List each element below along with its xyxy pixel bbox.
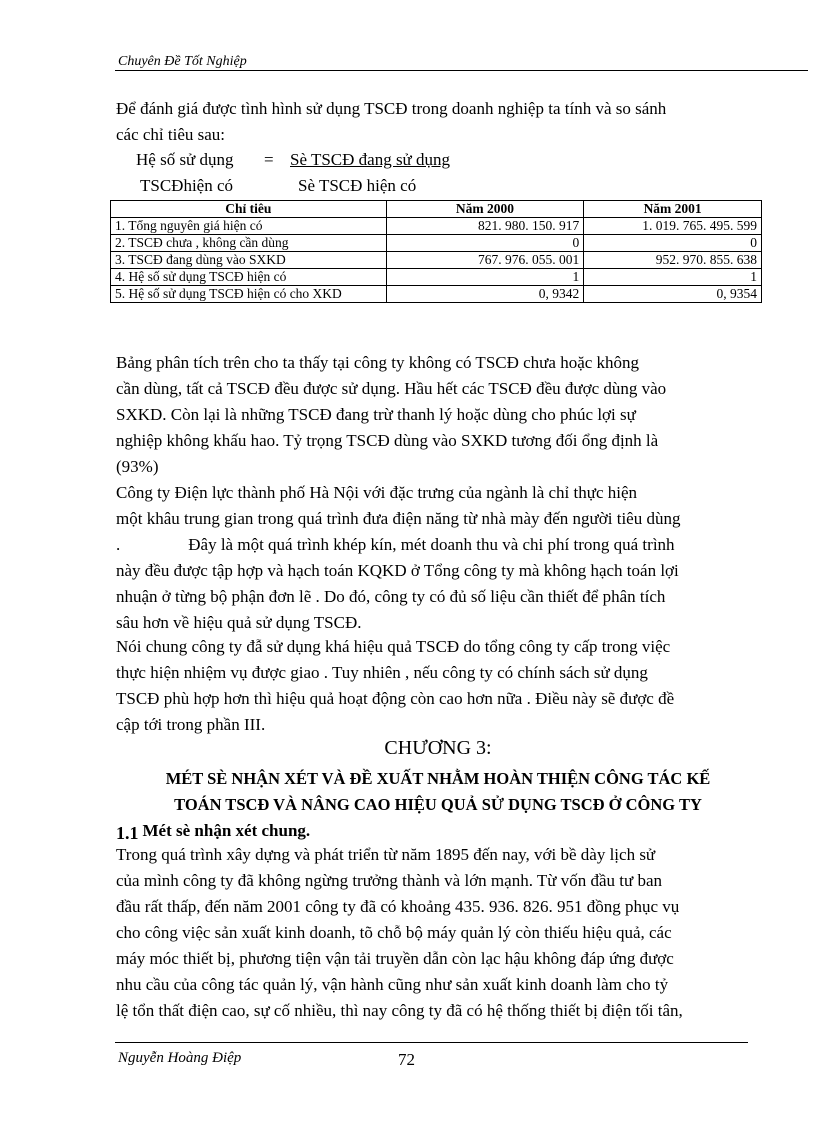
column-header-indicator: Chỉ tiêu [111, 201, 387, 218]
text-line: máy móc thiết bị, phương tiện vận tải truyền dẫn còn lạc hậu không đáp ứng được [116, 949, 674, 968]
table-header-row [111, 201, 762, 218]
text-line: của mình công ty đã không ngừng trưởng thành và lớn mạnh. Từ vốn đầu tư ban [116, 871, 663, 890]
chapter-title-line: MÉT SÈ NHẬN XÉT VÀ ĐỀ XUẤT NHẰM HOÀN THIỆN CÔNG TÁC KẾ [165, 769, 711, 788]
chapter-title [116, 766, 760, 818]
table-cell-indicator: 2. TSCĐ chưa , không cần dùng [111, 235, 387, 252]
paragraph-company [116, 480, 760, 636]
page-number: 72 [398, 1050, 415, 1069]
formula-label-bottom: TSCĐhiện có [140, 176, 234, 195]
table-row [111, 252, 762, 269]
section-title: Mét sè nhận xét chung. [142, 821, 311, 840]
paragraph-overview [116, 842, 760, 1024]
table-cell-value: 0, 9342 [386, 286, 584, 303]
table-cell-indicator: 5. Hệ số sử dụng TSCĐ hiện có cho XKD [111, 286, 387, 303]
table-cell-indicator: 3. TSCĐ đang dùng vào SXKD [111, 252, 387, 269]
column-header-year-2001: Năm 2001 [584, 201, 762, 218]
table-row [111, 269, 762, 286]
text-line: một khâu trung gian trong quá trình đưa điện năng từ nhà mày đến người tiêu dùng [116, 509, 681, 528]
text-line: đầu rất thấp, đến năm 2001 công ty đã có khoảng 435. 936. 826. 951 đồng phục vụ [116, 897, 680, 916]
text-line: . Đây là một quá trình khép kín, mét doanh thu và chi phí trong quá trình [116, 535, 675, 554]
table-cell-value: 0 [386, 235, 584, 252]
text-line: này đều được tập hợp và hạch toán KQKD ở Tổng công ty mà không hạch toán lợi [116, 561, 679, 580]
table-row [111, 235, 762, 252]
formula-equals: = [264, 150, 274, 169]
table-cell-value: 0 [584, 235, 762, 252]
footer-rule [115, 1042, 748, 1043]
text-line: sâu hơn về hiệu quả sử dụng TSCĐ. [116, 613, 362, 632]
text-line: Nói chung công ty đẫ sử dụng khá hiệu quả TSCĐ do tổng công ty cấp trong việc [116, 637, 671, 656]
text-line: lệ tổn thất điện cao, sự cố nhiều, thì nay công ty đã có hệ thống thiết bị điện tối tân, [116, 1001, 683, 1020]
table-cell-value: 821. 980. 150. 917 [386, 218, 584, 235]
text-line: Trong quá trình xây dựng và phát triển từ năm 1895 đến nay, với bề dày lịch sử [116, 845, 656, 864]
formula-numerator: Sè TSCĐ đang sử dụng [290, 150, 451, 169]
text-line: các chỉ tiêu sau: [116, 125, 226, 144]
header-rule [115, 70, 808, 71]
text-line: nghiệp không khấu hao. Tỷ trọng TSCĐ dùng vào SXKD tương đối ổng định là [116, 431, 659, 450]
text-line: cho công việc sản xuất kinh doanh, tõ chỗ bộ máy quản lý còn thiếu hiệu quả, các [116, 923, 672, 942]
table-cell-value: 1 [584, 269, 762, 286]
paragraph-analysis [116, 350, 760, 480]
text-line: Công ty Điện lực thành phố Hà Nội với đặc trưng của ngành là chỉ thực hiện [116, 483, 638, 502]
text-line: nhuận ở từng bộ phận đơn lẽ . Do đó, công ty có đủ số liệu cần thiết để phân tích [116, 587, 666, 606]
table-cell-value: 767. 976. 055. 001 [386, 252, 584, 269]
intro-paragraph [116, 96, 760, 148]
paragraph-conclusion [116, 634, 760, 738]
section-number: 1.1 [116, 823, 139, 843]
text-line: cần dùng, tất cả TSCĐ đều được sử dụng. Hầu hết các TSCĐ đều được dùng vào [116, 379, 667, 398]
formula-denominator: Sè TSCĐ hiện có [298, 176, 417, 195]
table-cell-value: 952. 970. 855. 638 [584, 252, 762, 269]
text-line: Để đánh giá được tình hình sử dụng TSCĐ trong doanh nghiệp ta tính và so sánh [116, 99, 667, 118]
text-line: Bảng phân tích trên cho ta thấy tại công ty không có TSCĐ chưa hoặc không [116, 353, 640, 372]
column-header-year-2000: Năm 2000 [386, 201, 584, 218]
asset-usage-table [110, 200, 762, 303]
footer-author: Nguyễn Hoàng Điệp [118, 1050, 242, 1066]
table-row [111, 286, 762, 303]
table-cell-value: 0, 9354 [584, 286, 762, 303]
text-line: nhu cầu của công tác quản lý, vận hành cũng như sản xuất kinh doanh làm cho tỷ [116, 975, 669, 994]
table-cell-indicator: 1. Tổng nguyên giá hiện có [111, 218, 387, 235]
formula-label-top: Hệ số sử dụng [136, 150, 234, 169]
text-line: SXKD. Còn lại là những TSCĐ đang trừ thanh lý hoặc dùng cho phúc lợi sự [116, 405, 636, 424]
chapter-number: CHƯƠNG 3: [384, 737, 492, 759]
text-line: (93%) [116, 457, 159, 476]
document-header-title: Chuyên Đề Tốt Nghiệp [118, 54, 247, 69]
text-line: cập tới trong phần III. [116, 715, 266, 734]
table-row [111, 218, 762, 235]
table-cell-indicator: 4. Hệ số sử dụng TSCĐ hiện có [111, 269, 387, 286]
section-heading [116, 820, 310, 841]
chapter-title-line: TOÁN TSCĐ VÀ NÂNG CAO HIỆU QUẢ SỬ DỤNG TSCĐ Ở CÔNG TY [174, 795, 702, 814]
table-cell-value: 1. 019. 765. 495. 599 [584, 218, 762, 235]
text-line: thực hiện nhiệm vụ được giao . Tuy nhiên , nếu công ty có chính sách sử dụng [116, 663, 648, 682]
text-line: TSCĐ phù hợp hơn thì hiệu quả hoạt động còn cao hơn nữa . Điều này sẽ được đề [116, 689, 675, 708]
table-cell-value: 1 [386, 269, 584, 286]
